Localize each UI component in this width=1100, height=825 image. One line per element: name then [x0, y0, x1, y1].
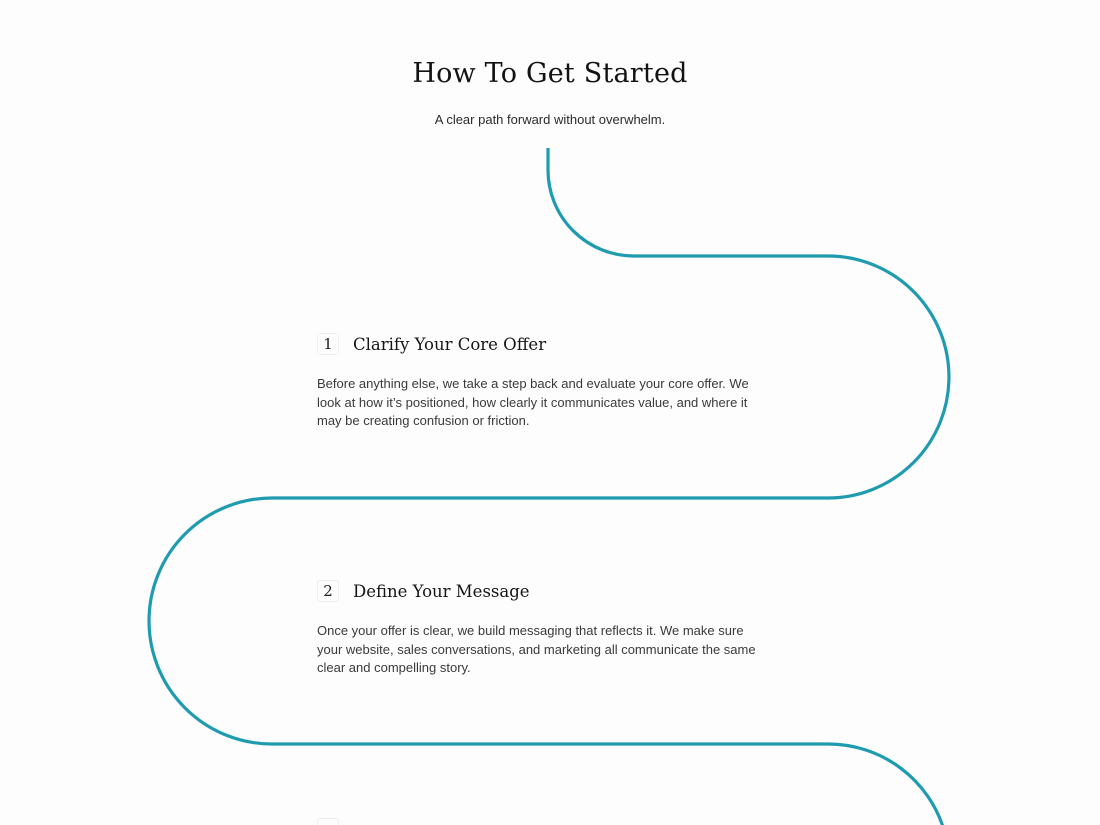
- step-description: Once your offer is clear, we build messaging that reflects it. We make sure your website, sales conversations, and marketing all communicate the same clear and compelling story.: [317, 623, 756, 676]
- page-title: How To Get Started: [412, 58, 688, 89]
- step-description: Before anything else, we take a step back and evaluate your core offer. We look at how it’s positioned, how clearly it communicates value, and where it may be creating confusion or friction.: [317, 376, 749, 429]
- step-1: [317, 333, 787, 431]
- step-number-badge: 1: [317, 333, 339, 355]
- step-1-header: [317, 333, 787, 355]
- journey-path-line: [149, 148, 949, 825]
- page-subtitle: A clear path forward without overwhelm.: [434, 112, 666, 127]
- step-number-badge: 2: [317, 580, 339, 602]
- step-number-badge: [317, 818, 339, 825]
- step-3-header: [317, 818, 787, 825]
- step-title: Clarify Your Core Offer: [353, 334, 547, 354]
- step-title: Define Your Message: [353, 581, 530, 601]
- step-2: [317, 580, 787, 678]
- step-3: [317, 818, 787, 825]
- step-2-header: [317, 580, 787, 602]
